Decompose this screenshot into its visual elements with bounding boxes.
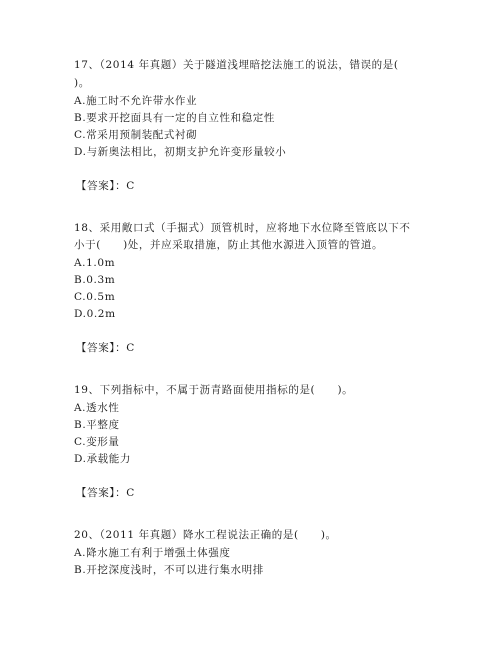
- question-17-answer: 【答案】：C: [76, 180, 135, 192]
- question-18-option-b: B.0.3m: [74, 274, 116, 286]
- question-20-option-b: B.开挖深度浅时，不可以进行集水明排: [74, 564, 264, 576]
- question-17-option-d: D.与新奥法相比，初期支护允许变形量较小: [74, 146, 287, 158]
- question-18-stem-line-2: 小于( )处，并应采取措施，防止其他水源进入顶管的管道。: [74, 239, 384, 251]
- question-19-option-c: C.变形量: [74, 436, 120, 448]
- question-19-option-d: D.承载能力: [74, 453, 131, 465]
- question-19-option-a: A.透水性: [74, 402, 120, 414]
- question-18-option-a: A.1.0m: [74, 257, 116, 269]
- question-19-answer: 【答案】：C: [76, 487, 135, 499]
- question-19-stem-line-1: 19、下列指标中，不属于沥青路面使用指标的是( )。: [74, 384, 354, 396]
- question-18-answer: 【答案】：C: [76, 342, 135, 354]
- question-18-stem-line-1: 18、采用敞口式（手掘式）顶管机时，应将地下水位降至管底以下不: [74, 222, 411, 234]
- question-20-stem-line-1: 20、（2011 年真题）降水工程说法正确的是( )。: [74, 529, 337, 541]
- question-17-stem-line-2: )。: [74, 77, 90, 89]
- question-17-option-c: C.常采用预制装配式衬砌: [74, 129, 198, 141]
- question-17-option-a: A.施工时不允许带水作业: [74, 95, 198, 107]
- question-20-option-a: A.降水施工有利于增强土体强度: [74, 547, 231, 559]
- question-19-option-b: B.平整度: [74, 419, 120, 431]
- question-17-stem-line-1: 17、（2014 年真题）关于隧道浅埋暗挖法施工的说法，错误的是(: [74, 59, 399, 71]
- question-18-option-d: D.0.2m: [74, 308, 116, 320]
- question-17-option-b: B.要求开挖面具有一定的自立性和稳定性: [74, 112, 275, 124]
- question-18-option-c: C.0.5m: [74, 291, 116, 303]
